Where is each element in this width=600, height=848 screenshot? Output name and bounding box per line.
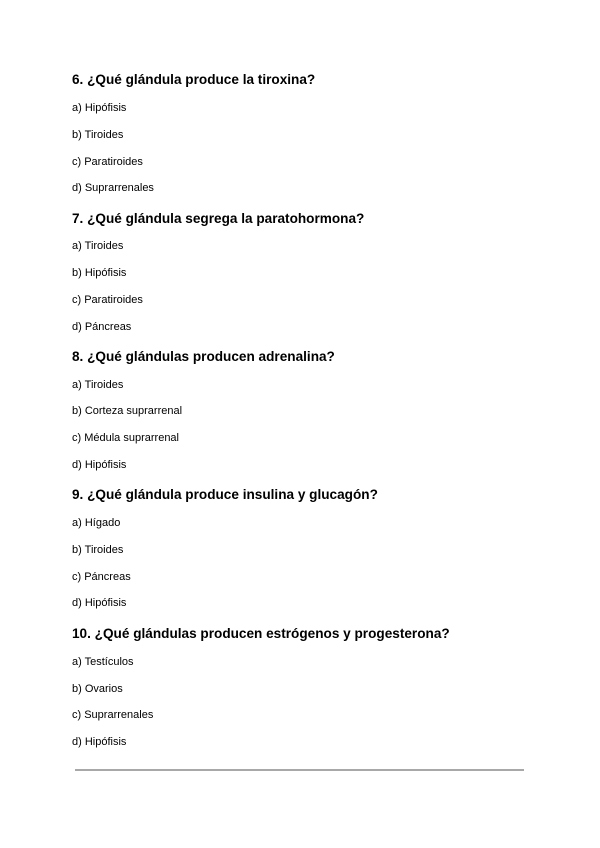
answer-option: d) Páncreas xyxy=(72,321,132,333)
question-title: 9. ¿Qué glándula produce insulina y glucagón? xyxy=(72,487,378,502)
question-title: 8. ¿Qué glándulas producen adrenalina? xyxy=(72,349,335,364)
answer-option: a) Hígado xyxy=(72,517,121,529)
answer-option: b) Tiroides xyxy=(72,129,124,141)
answer-option: d) Hipófisis xyxy=(72,459,127,471)
answer-option: d) Hipófisis xyxy=(72,736,127,748)
answer-option: c) Médula suprarrenal xyxy=(72,432,179,444)
answer-option: d) Hipófisis xyxy=(72,597,127,609)
answer-option: b) Hipófisis xyxy=(72,267,127,279)
answer-option: b) Ovarios xyxy=(72,683,123,695)
answer-option: d) Suprarrenales xyxy=(72,182,154,194)
question-title: 7. ¿Qué glándula segrega la paratohormona? xyxy=(72,211,365,226)
answer-option: c) Paratiroides xyxy=(72,294,143,306)
answer-option: a) Hipófisis xyxy=(72,102,127,114)
question-title: 6. ¿Qué glándula produce la tiroxina? xyxy=(72,72,316,87)
question-title: 10. ¿Qué glándulas producen estrógenos y progesterona? xyxy=(72,626,450,641)
answer-option: c) Suprarrenales xyxy=(72,709,154,721)
answer-option: a) Tiroides xyxy=(72,240,124,252)
answer-option: b) Corteza suprarrenal xyxy=(72,405,183,417)
answer-option: a) Testículos xyxy=(72,656,134,668)
answer-option: b) Tiroides xyxy=(72,544,124,556)
answer-option: c) Páncreas xyxy=(72,571,131,583)
horizontal-divider xyxy=(75,769,524,771)
answer-option: a) Tiroides xyxy=(72,379,124,391)
answer-option: c) Paratiroides xyxy=(72,156,143,168)
